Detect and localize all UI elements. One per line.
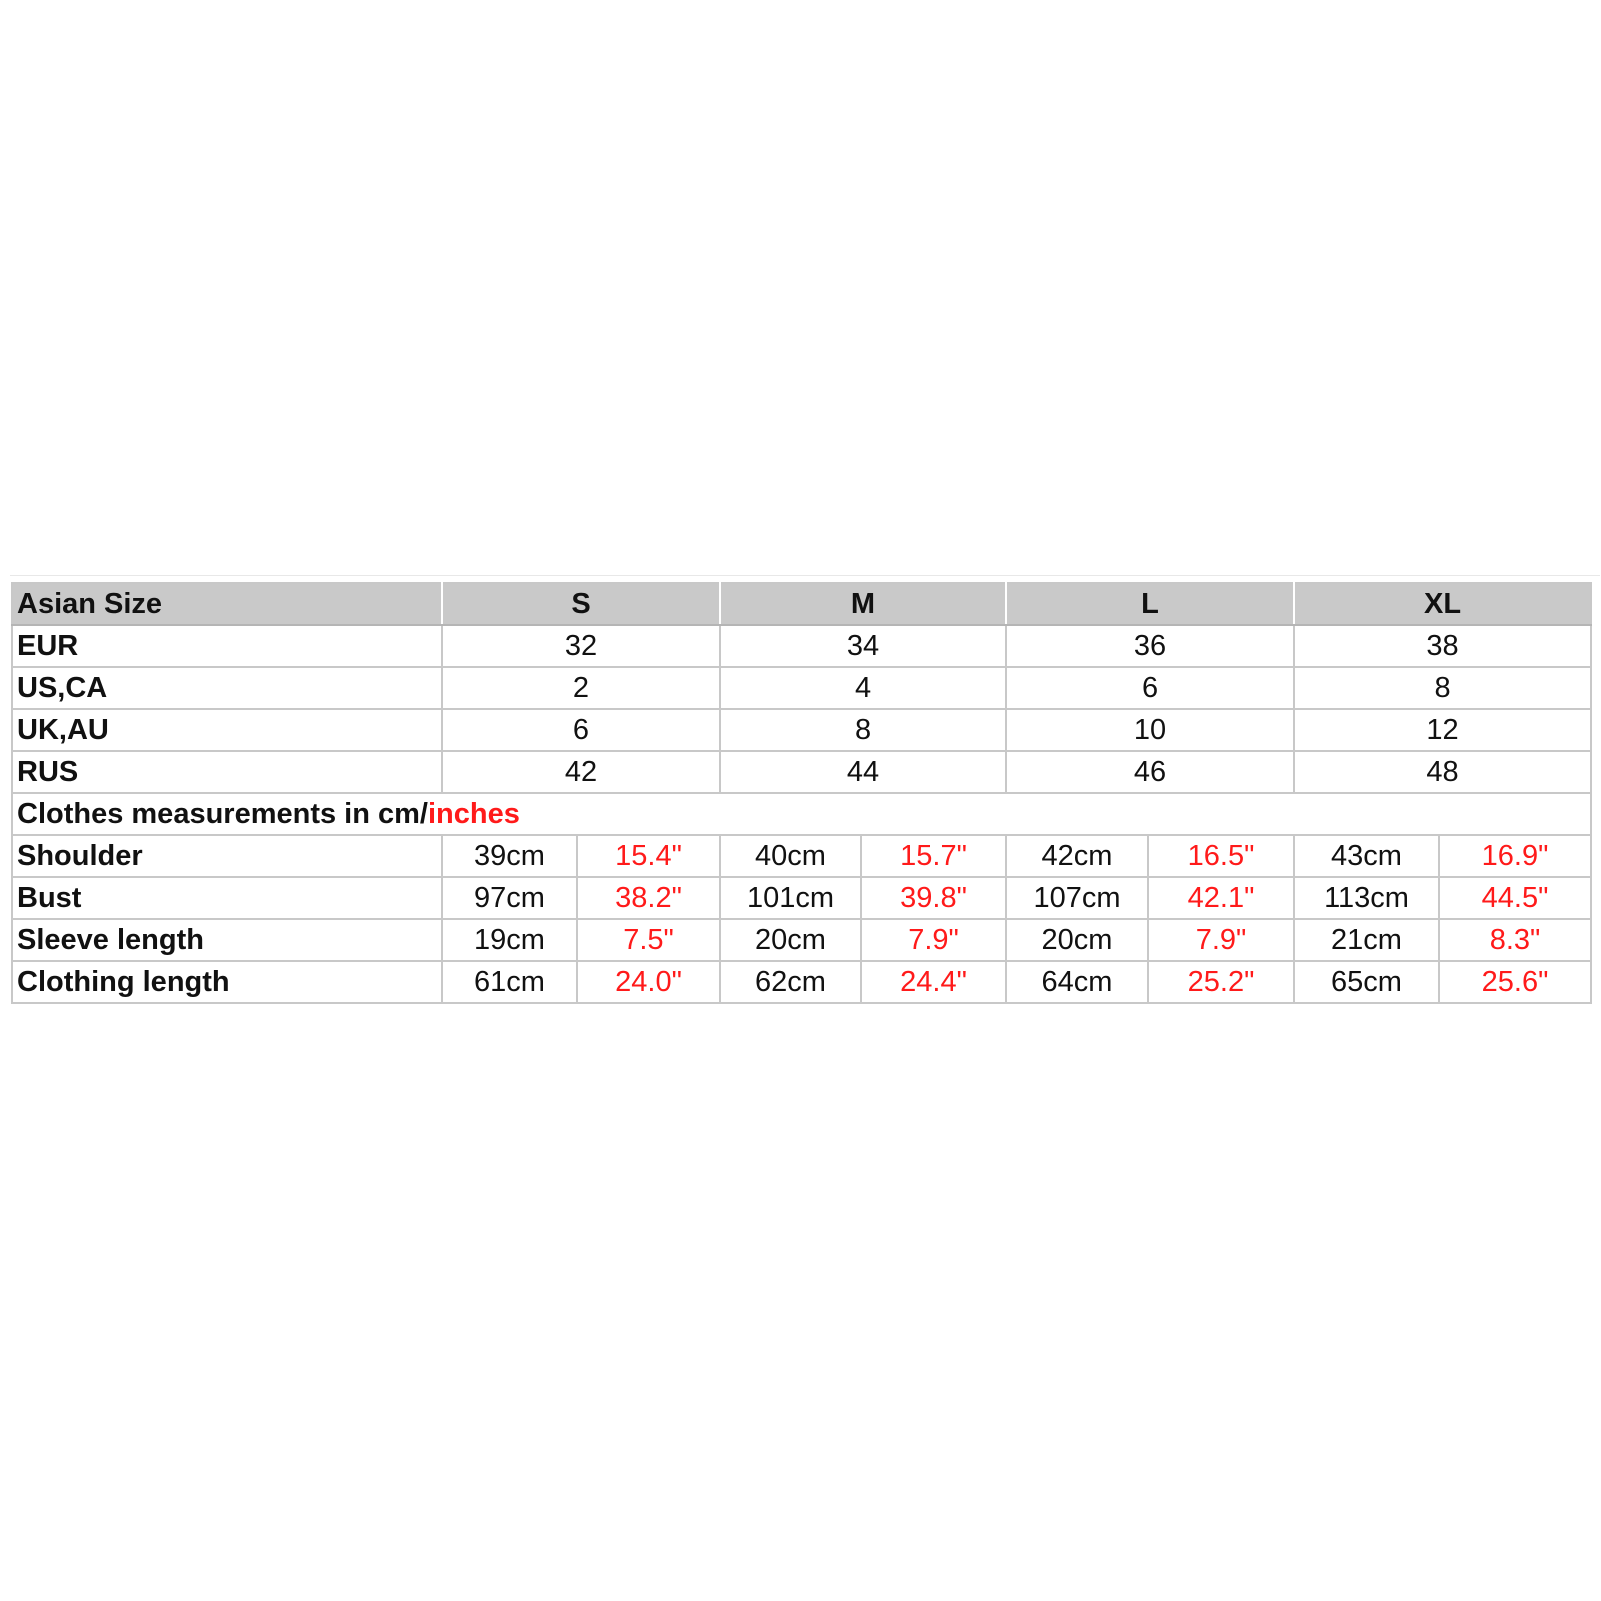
size-chart-table xyxy=(11,582,1592,1004)
cm-value: 101cm xyxy=(720,877,861,919)
size-value: 12 xyxy=(1294,709,1591,751)
inch-value: 42.1" xyxy=(1148,877,1294,919)
inch-value: 7.5" xyxy=(577,919,720,961)
size-value: 36 xyxy=(1006,625,1294,667)
row-label: US,CA xyxy=(12,667,442,709)
size-s-header: S xyxy=(442,583,720,625)
size-value: 48 xyxy=(1294,751,1591,793)
size-value: 2 xyxy=(442,667,720,709)
measurements-section-heading xyxy=(12,793,1591,835)
size-value: 32 xyxy=(442,625,720,667)
inch-value: 25.2" xyxy=(1148,961,1294,1003)
cm-value: 97cm xyxy=(442,877,577,919)
cm-value: 42cm xyxy=(1006,835,1148,877)
row-label: UK,AU xyxy=(12,709,442,751)
inch-value: 16.9" xyxy=(1439,835,1591,877)
conversion-row-eur xyxy=(12,625,1591,667)
inch-value: 39.8" xyxy=(861,877,1006,919)
inch-value: 44.5" xyxy=(1439,877,1591,919)
cm-value: 39cm xyxy=(442,835,577,877)
section-heading-accent: inches xyxy=(427,797,520,830)
measurement-row-shoulder xyxy=(12,835,1591,877)
size-value: 34 xyxy=(720,625,1006,667)
inch-value: 24.0" xyxy=(577,961,720,1003)
top-divider xyxy=(10,575,1600,576)
size-header-row xyxy=(12,583,1591,625)
row-label: Shoulder xyxy=(12,835,442,877)
size-xl-header: XL xyxy=(1294,583,1591,625)
measurement-row-clothing-length xyxy=(12,961,1591,1003)
size-value: 42 xyxy=(442,751,720,793)
size-value: 6 xyxy=(1006,667,1294,709)
inch-value: 8.3" xyxy=(1439,919,1591,961)
size-value: 46 xyxy=(1006,751,1294,793)
inch-value: 15.7" xyxy=(861,835,1006,877)
asian-size-label: Asian Size xyxy=(12,583,442,625)
inch-value: 38.2" xyxy=(577,877,720,919)
inch-value: 16.5" xyxy=(1148,835,1294,877)
cm-value: 43cm xyxy=(1294,835,1439,877)
size-value: 4 xyxy=(720,667,1006,709)
size-value: 6 xyxy=(442,709,720,751)
cm-value: 20cm xyxy=(1006,919,1148,961)
cm-value: 21cm xyxy=(1294,919,1439,961)
size-m-header: M xyxy=(720,583,1006,625)
inch-value: 7.9" xyxy=(861,919,1006,961)
inch-value: 24.4" xyxy=(861,961,1006,1003)
inch-value: 7.9" xyxy=(1148,919,1294,961)
row-label: Clothing length xyxy=(12,961,442,1003)
size-l-header: L xyxy=(1006,583,1294,625)
inch-value: 25.6" xyxy=(1439,961,1591,1003)
measurements-section-row xyxy=(12,793,1591,835)
cm-value: 19cm xyxy=(442,919,577,961)
cm-value: 64cm xyxy=(1006,961,1148,1003)
cm-value: 113cm xyxy=(1294,877,1439,919)
size-value: 44 xyxy=(720,751,1006,793)
row-label: RUS xyxy=(12,751,442,793)
measurement-row-sleeve-length xyxy=(12,919,1591,961)
size-value: 38 xyxy=(1294,625,1591,667)
cm-value: 62cm xyxy=(720,961,861,1003)
cm-value: 61cm xyxy=(442,961,577,1003)
inch-value: 15.4" xyxy=(577,835,720,877)
cm-value: 107cm xyxy=(1006,877,1148,919)
measurement-row-bust xyxy=(12,877,1591,919)
cm-value: 40cm xyxy=(720,835,861,877)
size-value: 8 xyxy=(1294,667,1591,709)
conversion-row-rus xyxy=(12,751,1591,793)
row-label: EUR xyxy=(12,625,442,667)
row-label: Sleeve length xyxy=(12,919,442,961)
conversion-row-us-ca xyxy=(12,667,1591,709)
conversion-row-uk-au xyxy=(12,709,1591,751)
cm-value: 65cm xyxy=(1294,961,1439,1003)
section-heading-prefix: Clothes measurements in cm/ xyxy=(17,797,428,830)
size-value: 8 xyxy=(720,709,1006,751)
cm-value: 20cm xyxy=(720,919,861,961)
row-label: Bust xyxy=(12,877,442,919)
size-value: 10 xyxy=(1006,709,1294,751)
